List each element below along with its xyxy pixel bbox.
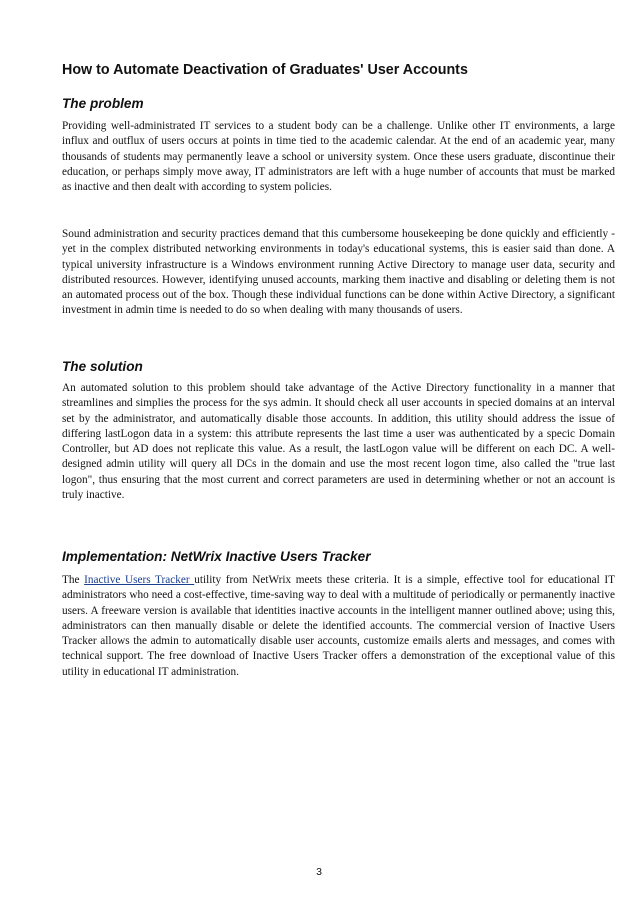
solution-paragraph: An automated solution to this problem should take advantage of the Active Directory functionality in a manner that streamlines and simplies the process for the sys admin. It should check all user accounts in specied domains at an interval set by the administrator, and automatically disable those accounts. In addition, this utility should address the issue of differing lastLogon data in a system: this attribute represents the last time a user was authenticated by a specic Domain Controller, but AD does not replicate this value. As a result, the lastLogon value will be different on each DC. A well-designed admin utility will query all DCs in the domain and use the most recent logon time, also called the "true last logon", thus ensuring that the most current and correct parameters are used in determining whether or not an account is truly inactive. <box>62 382 615 502</box>
heading-the-problem: The problem <box>62 96 144 111</box>
implementation-paragraph <box>62 573 615 680</box>
page-number: 3 <box>316 866 322 878</box>
problem-paragraph-2: Sound administration and security practices demand that this cumbersome housekeeping be done quickly and efficiently - yet in the complex distributed networking environments in today's educational systems, this is easier said than done. A typical university infrastructure is a Windows environment running Active Directory to manage user data, security and distributed resources. However, identifying unused accounts, marking them inactive and disabling or deleting them is not an automated process out of the box. Though these individual functions can be done within Active Directory, a significant investment in admin time is needed to do so when dealing with many thousands of users. <box>62 228 615 317</box>
implementation-lead-text: The <box>62 574 85 586</box>
inactive-users-tracker-link[interactable]: Inactive Users Tracker <box>84 574 195 586</box>
implementation-body-text: utility from NetWrix meets these criteria. It is a simple, effective tool for educational IT administrators who need a cost-effective, time-saving way to deal with a multitude of periodically or permanently inactive users. A freeware version is available that identities inactive accounts in the intelligent manner outlined above; using this, administrators can then manually disable or delete the identified accounts. The commercial version of Inactive Users Tracker allows the admin to automatically disable user accounts, customize emails alerts and messages, and comes with technical support. The free download of Inactive Users Tracker offers a demonstration of the exceptional value of this utility in educational IT administration. <box>62 574 616 678</box>
problem-paragraph-1: Providing well-administrated IT services to a student body can be a challenge. Unlike other IT environments, a large influx and outflux of users occurs at points in time tied to the academic calendar. At the end of an academic year, many thousands of students may permanently leave a school or university system. Once these users graduate, discontinue their education, or perhaps simply move away, IT administrators are left with a huge number of accounts that must be marked as inactive and then dealt with according to system policies. <box>62 120 615 194</box>
heading-the-solution: The solution <box>62 359 143 374</box>
document-title: How to Automate Deactivation of Graduates' User Accounts <box>62 62 468 78</box>
heading-implementation: Implementation: NetWrix Inactive Users Tracker <box>62 549 371 564</box>
